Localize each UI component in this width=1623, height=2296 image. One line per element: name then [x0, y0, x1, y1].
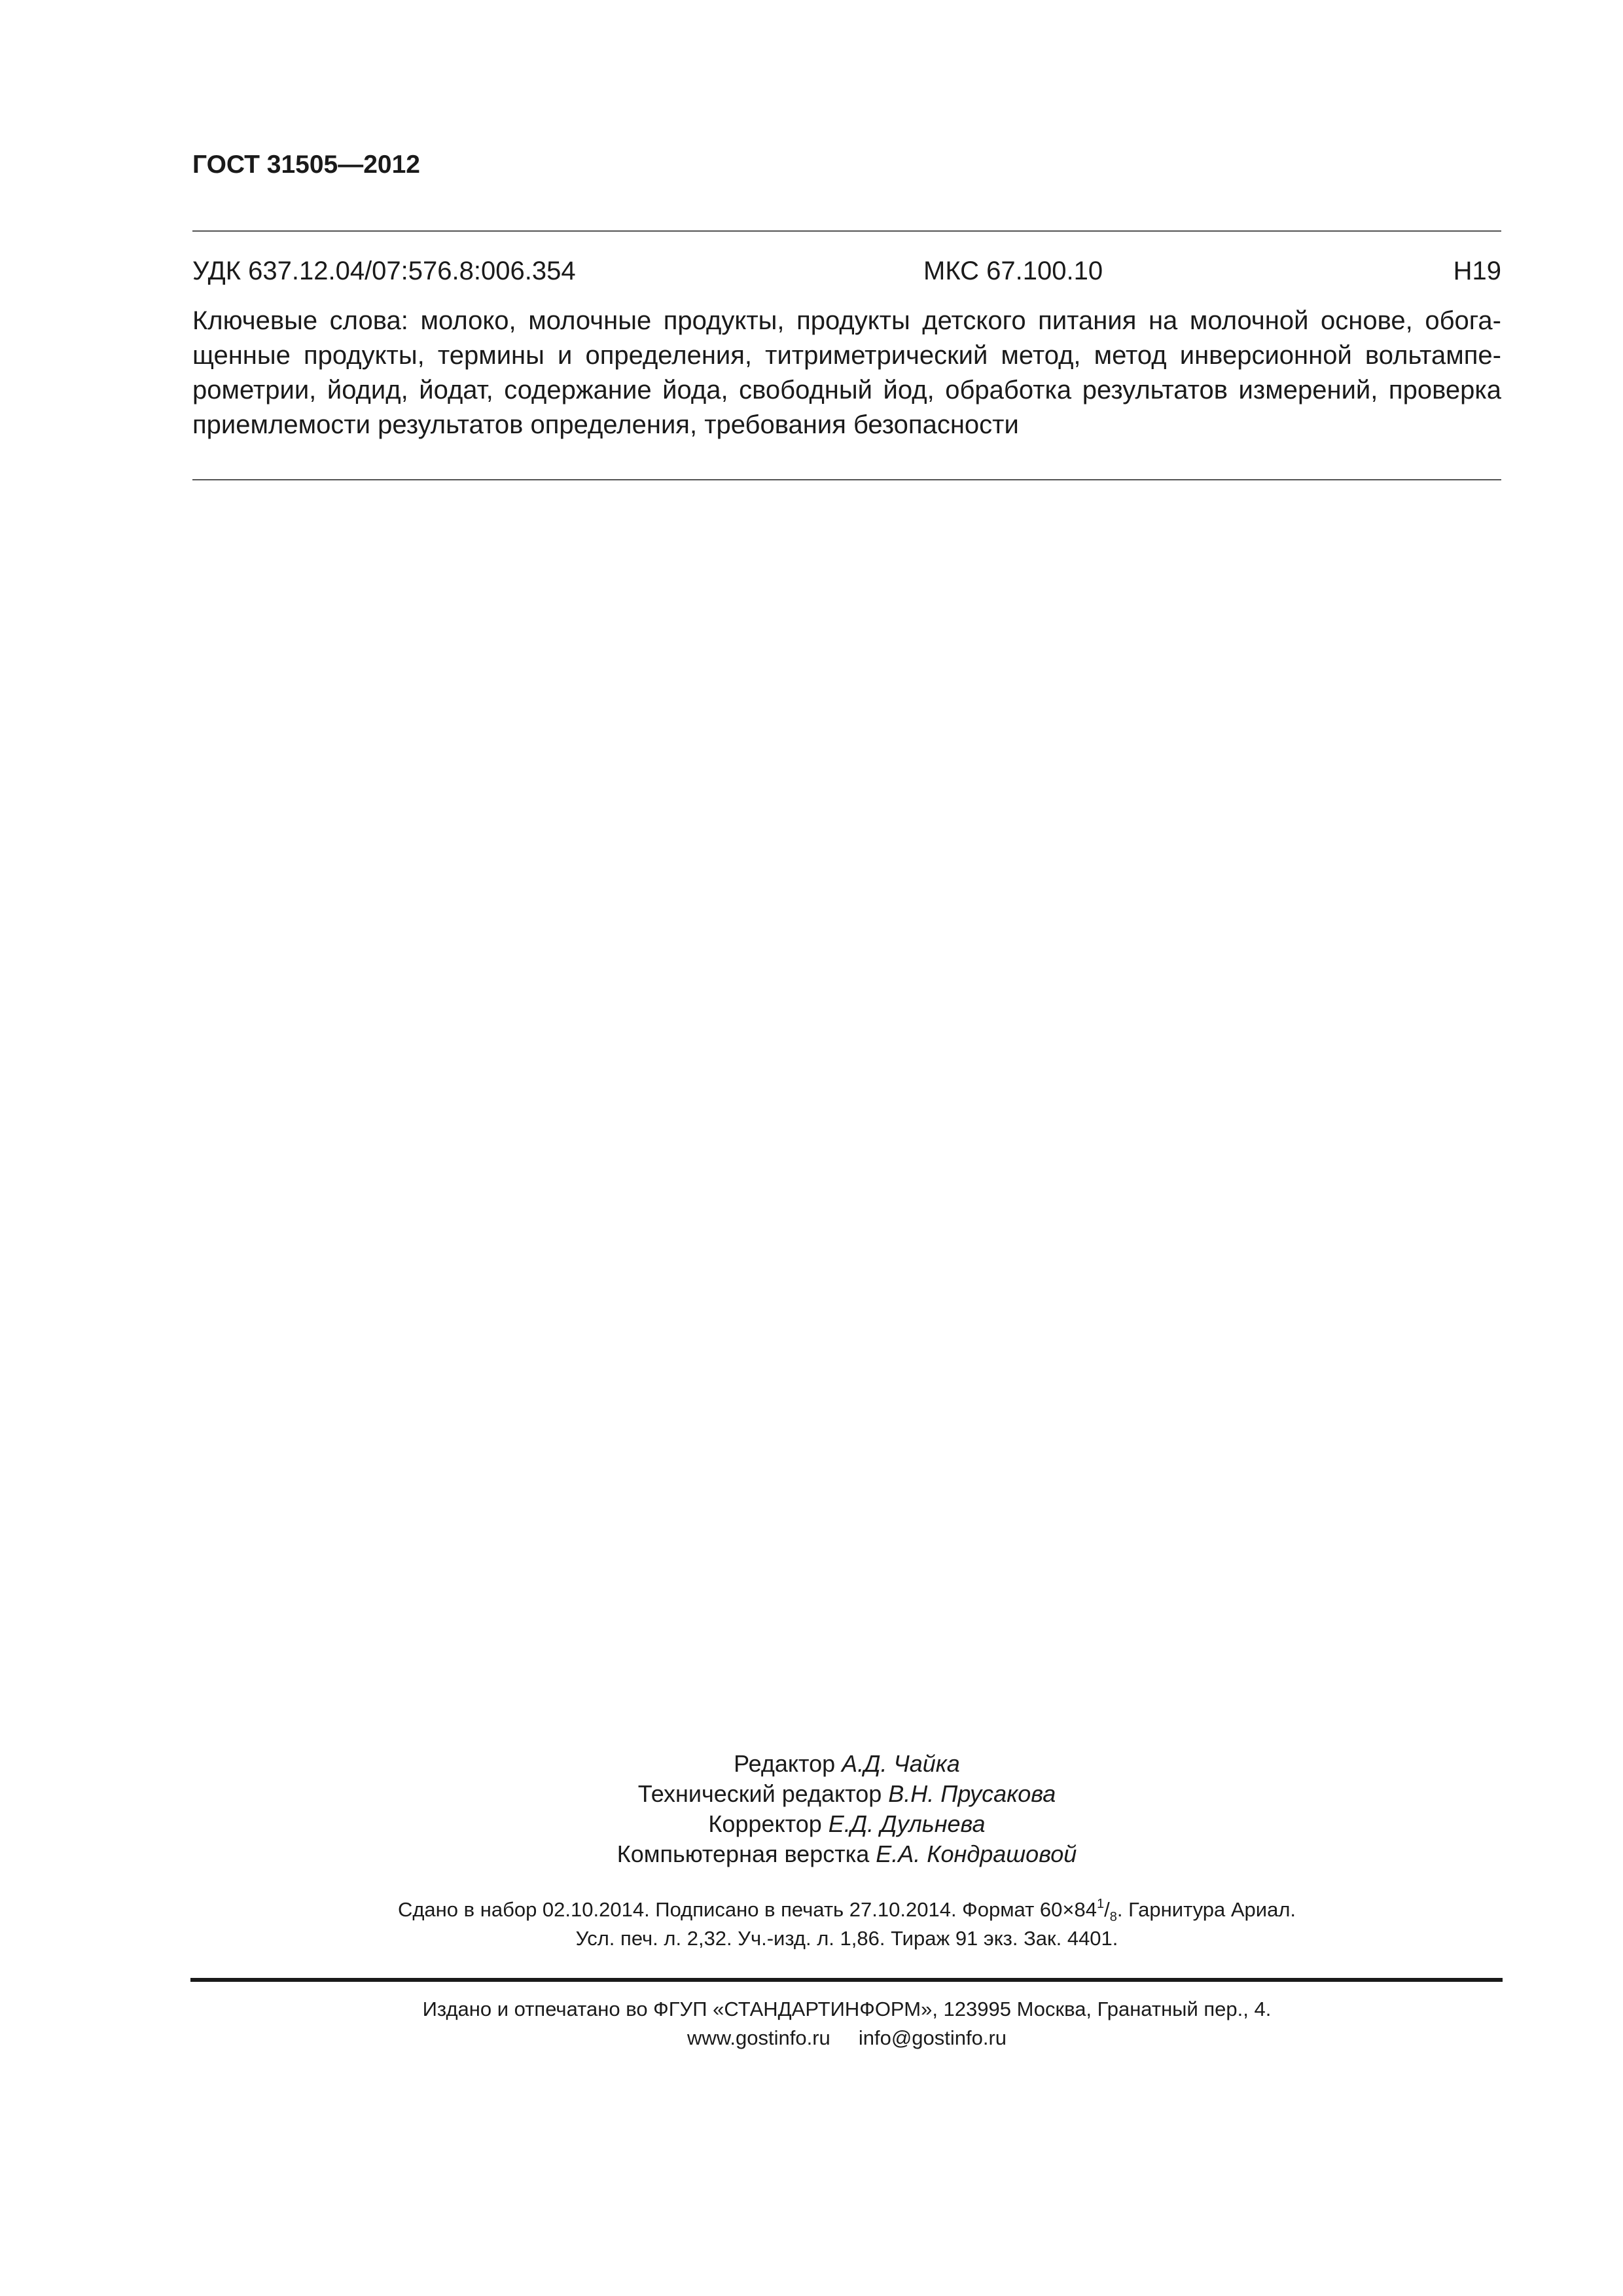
tech-editor-role: Технический редактор: [637, 1780, 889, 1807]
tech-editor-credit: [192, 1779, 1501, 1809]
tech-editor-name: В.Н. Прусакова: [888, 1780, 1056, 1807]
layout-credit: [192, 1839, 1501, 1869]
keywords-line: приемлемости результатов определения, требования безопасности: [192, 410, 1019, 439]
keywords-divider: [192, 479, 1501, 480]
typeface-info: . Гарнитура Ариал.: [1116, 1898, 1296, 1921]
layout-name: Е.А. Кондрашовой: [876, 1840, 1077, 1867]
format-fraction: [1097, 1897, 1117, 1924]
layout-role: Компьютерная верстка: [616, 1840, 876, 1867]
mks-code: МКС 67.100.10: [923, 257, 1103, 285]
publisher-address: Издано и отпечатано во ФГУП «СТАНДАРТИНФОРМ», 123995 Москва, Гранатный пер., 4.: [422, 1998, 1272, 2020]
keywords-paragraph: [192, 304, 1501, 442]
udk-code: УДК 637.12.04/07:576.8:006.354: [192, 257, 576, 285]
proofreader-role: Корректор: [708, 1810, 829, 1837]
print-info-line: [192, 1895, 1501, 1924]
format-slash: /: [1104, 1898, 1110, 1921]
editor-role: Редактор: [734, 1750, 842, 1777]
print-info-block: [192, 1895, 1501, 1953]
editor-credit: [192, 1749, 1501, 1779]
proofreader-name: Е.Д. Дульнева: [828, 1810, 986, 1837]
credits-block: [192, 1749, 1501, 1869]
format-numerator: 1: [1097, 1897, 1105, 1911]
format-denominator: 8: [1109, 1910, 1117, 1924]
category-code: Н19: [1453, 257, 1501, 285]
standard-number: ГОСТ 31505—2012: [192, 151, 420, 179]
keywords-line: щенные продукты, термины и определения, титриметрический метод, метод инверсионной вольтампе-: [192, 341, 1501, 370]
imprint-divider: [190, 1978, 1503, 1982]
print-dates: Сдано в набор 02.10.2014. Подписано в печать 27.10.2014. Формат 60×84: [397, 1898, 1097, 1921]
keywords-line: рометрии, йодид, йодат, содержание йода, свободный йод, обработка результатов измерений, проверка: [192, 376, 1501, 404]
editor-name: А.Д. Чайка: [842, 1750, 960, 1777]
publisher-contacts: www.gostinfo.ru info@gostinfo.ru: [687, 2026, 1007, 2049]
keywords-line: Ключевые слова: молоко, молочные продукты, продукты детского питания на молочной основе, обога-: [192, 306, 1501, 335]
print-volume-line: Усл. печ. л. 2,32. Уч.-изд. л. 1,86. Тираж 91 экз. Зак. 4401.: [575, 1927, 1118, 1950]
top-divider: [192, 230, 1501, 232]
proofreader-credit: [192, 1809, 1501, 1839]
publisher-imprint: [192, 1995, 1501, 2053]
